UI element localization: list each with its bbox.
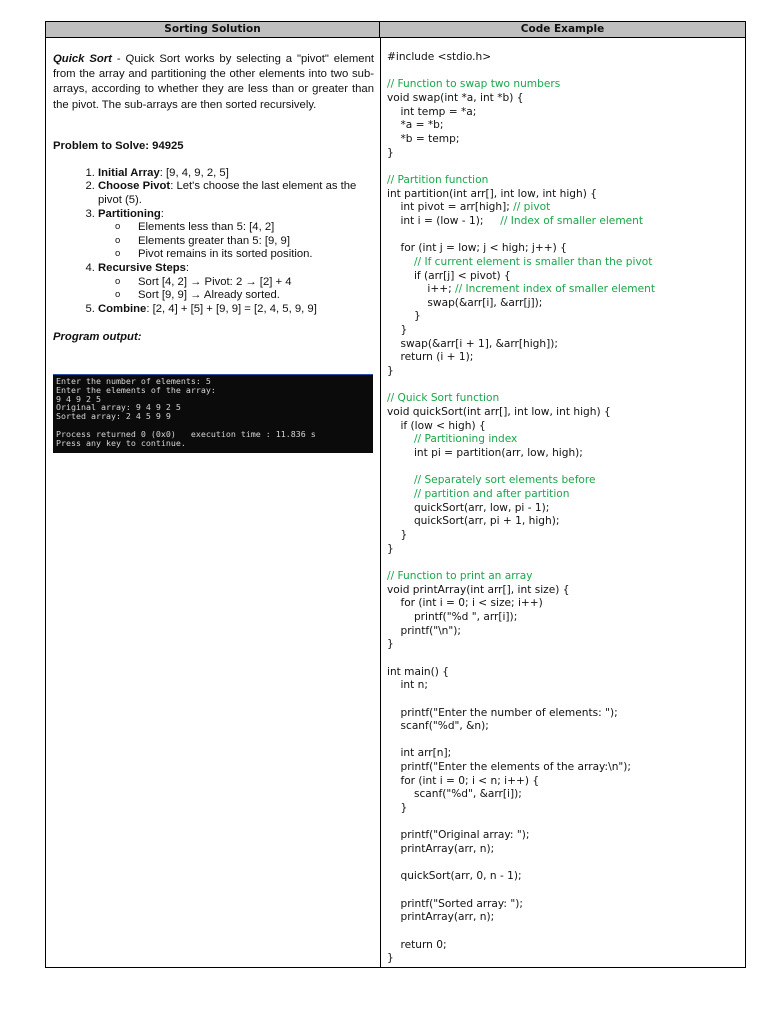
code-line <box>387 51 742 65</box>
code-text: } <box>387 528 408 541</box>
code-line <box>387 270 742 284</box>
code-line <box>387 78 742 92</box>
step-item <box>98 208 374 262</box>
code-text: return 0; <box>387 938 447 951</box>
solution-table <box>45 21 746 968</box>
code-line <box>387 898 742 912</box>
code-line <box>387 843 742 857</box>
code-line <box>387 543 742 557</box>
code-text <box>387 884 390 896</box>
code-comment: // Separately sort elements before <box>387 474 596 487</box>
code-text: printf("Original array: "); <box>387 829 530 842</box>
code-line <box>387 310 742 324</box>
code-text <box>387 816 390 828</box>
code-text <box>387 652 390 664</box>
code-text: int arr[n]; <box>387 747 452 760</box>
code-text <box>387 925 390 937</box>
code-line <box>387 488 742 502</box>
solution-column <box>53 52 374 344</box>
step-item <box>98 167 374 181</box>
code-line <box>387 556 742 570</box>
code-line <box>387 734 742 748</box>
code-comment: // Index of smaller element <box>500 214 644 227</box>
console-line: Original array: 9 4 9 2 5 <box>56 402 181 413</box>
step-text: : <box>185 261 190 274</box>
code-text: scanf("%d", &n); <box>387 720 489 733</box>
steps-list <box>53 167 374 317</box>
code-text: int n; <box>387 679 428 692</box>
code-text: quickSort(arr, 0, n - 1); <box>387 870 522 883</box>
intro-paragraph <box>53 52 374 113</box>
code-text: printf("%d ", arr[i]); <box>387 610 518 623</box>
code-line <box>387 870 742 884</box>
code-line <box>387 351 742 365</box>
step-title: Combine <box>98 302 147 315</box>
code-line <box>387 215 742 229</box>
code-line <box>387 338 742 352</box>
code-line <box>387 720 742 734</box>
header-code-example: Code Example <box>380 22 745 38</box>
step-text: : [2, 4] + [5] + [9, 9] = [2, 4, 5, 9, 9] <box>146 302 317 315</box>
program-output-label: Program output: <box>53 331 142 344</box>
code-text: } <box>387 310 421 323</box>
code-line <box>387 761 742 775</box>
code-line <box>387 106 742 120</box>
code-text: void printArray(int arr[], int size) { <box>387 583 570 596</box>
step-text: : <box>160 207 164 220</box>
step-subitem: o Sort [4, 2] → Pivot: 2 → [2] + 4 <box>138 276 374 290</box>
code-text: for (int i = 0; i < n; i++) { <box>387 774 540 787</box>
code-line <box>387 570 742 584</box>
code-line <box>387 775 742 789</box>
code-line <box>387 65 742 79</box>
code-line <box>387 242 742 256</box>
code-text: } <box>387 365 394 378</box>
code-text <box>387 229 390 241</box>
intro-text: - Quick Sort works by selecting a "pivot" element from the array and partitioning the other elements into two sub-arrays, according to whether they are less than or greater than the pivot. The sub-arrays are then sorted recursively. <box>53 53 375 111</box>
code-text: } <box>387 638 394 651</box>
console-line: Enter the elements of the array: <box>56 384 216 395</box>
column-divider <box>380 38 381 967</box>
code-text: #include <stdio.h> <box>387 51 492 63</box>
code-line <box>387 474 742 488</box>
code-line <box>387 747 742 761</box>
code-text <box>387 65 390 77</box>
code-text: int main() { <box>387 665 450 678</box>
code-line <box>387 707 742 721</box>
code-text: } <box>387 802 408 815</box>
problem-statement: Problem to Solve: 94925 <box>53 139 184 152</box>
code-text: } <box>387 952 394 965</box>
code-line <box>387 406 742 420</box>
code-line <box>387 638 742 652</box>
code-line <box>387 925 742 939</box>
code-line <box>387 584 742 598</box>
code-comment: // pivot <box>513 201 551 214</box>
code-comment: // Partition function <box>387 173 489 186</box>
code-text <box>387 734 390 746</box>
code-text: i++; <box>387 283 456 296</box>
code-text: for (int i = 0; i < size; i++) <box>387 597 543 610</box>
code-line <box>387 597 742 611</box>
code-comment: // Function to swap two numbers <box>387 78 561 91</box>
step-subitem: o Elements greater than 5: [9, 9] <box>138 235 374 249</box>
code-text: for (int j = low; j < high; j++) { <box>387 242 567 255</box>
code-line <box>387 816 742 830</box>
code-line <box>387 365 742 379</box>
code-text <box>387 160 390 172</box>
code-text: int temp = *a; <box>387 105 477 118</box>
code-text: return (i + 1); <box>387 351 474 364</box>
code-comment: // If current element is smaller than the pivot <box>387 255 653 268</box>
code-line <box>387 693 742 707</box>
code-line <box>387 461 742 475</box>
step-sublist <box>98 276 374 303</box>
code-line <box>387 324 742 338</box>
code-line <box>387 502 742 516</box>
code-text: printArray(arr, n); <box>387 911 495 924</box>
code-line <box>387 652 742 666</box>
code-line <box>387 447 742 461</box>
code-line <box>387 174 742 188</box>
code-comment: // Function to print an array <box>387 569 533 582</box>
code-line <box>387 420 742 434</box>
code-line <box>387 911 742 925</box>
code-text: quickSort(arr, pi + 1, high); <box>387 515 560 528</box>
intro-term: Quick Sort <box>53 53 112 65</box>
code-line <box>387 529 742 543</box>
code-line <box>387 515 742 529</box>
code-text: void quickSort(int arr[], int low, int high) { <box>387 406 611 419</box>
code-line <box>387 829 742 843</box>
code-line <box>387 939 742 953</box>
code-line <box>387 788 742 802</box>
console-line: 9 4 9 2 5 <box>56 393 101 404</box>
code-line <box>387 802 742 816</box>
console-line: Sorted array: 2 4 5 9 9 <box>56 411 171 422</box>
code-line <box>387 229 742 243</box>
code-line <box>387 297 742 311</box>
code-text <box>387 857 390 869</box>
code-line <box>387 884 742 898</box>
code-line <box>387 611 742 625</box>
header-sorting-solution: Sorting Solution <box>46 22 380 38</box>
code-line <box>387 679 742 693</box>
code-line <box>387 379 742 393</box>
code-comment: // Partitioning index <box>387 433 518 446</box>
code-comment: // Increment index of smaller element <box>455 283 655 296</box>
code-example <box>387 51 742 966</box>
step-text: : [9, 4, 9, 2, 5] <box>159 166 229 179</box>
code-text: int pivot = arr[high]; <box>387 201 514 214</box>
code-line <box>387 392 742 406</box>
code-line <box>387 625 742 639</box>
code-text <box>387 379 390 391</box>
code-line <box>387 433 742 447</box>
console-line: Enter the number of elements: 5 <box>56 376 211 386</box>
code-text: *a = *b; <box>387 119 444 132</box>
code-line <box>387 201 742 215</box>
code-text: *b = temp; <box>387 132 460 145</box>
code-text: printf("Enter the number of elements: "); <box>387 706 618 719</box>
console-line: Process returned 0 (0x0) execution time : 11.836 s <box>56 428 316 439</box>
console-line: Press any key to continue. <box>56 437 186 448</box>
code-text: printf("Sorted array: "); <box>387 897 523 910</box>
code-line <box>387 188 742 202</box>
code-line <box>387 256 742 270</box>
code-line <box>387 857 742 871</box>
code-line <box>387 133 742 147</box>
code-text: printf("\n"); <box>387 624 461 637</box>
code-text: printArray(arr, n); <box>387 843 495 856</box>
step-item <box>98 303 374 317</box>
code-text: int i = (low - 1); <box>387 214 501 227</box>
code-line <box>387 147 742 161</box>
code-text: int partition(int arr[], int low, int high) { <box>387 187 597 200</box>
console-output <box>53 374 373 453</box>
code-line <box>387 160 742 174</box>
step-subitem: o Pivot remains in its sorted position. <box>138 248 374 262</box>
code-text: } <box>387 324 408 337</box>
step-text: : Let's choose the last element as the pivot (5). <box>98 180 357 206</box>
code-comment: // partition and after partition <box>387 488 570 500</box>
code-text: quickSort(arr, low, pi - 1); <box>387 501 550 514</box>
code-text: if (arr[j] < pivot) { <box>387 269 511 282</box>
step-title: Recursive Steps <box>98 261 186 274</box>
code-line <box>387 119 742 133</box>
code-comment: // Quick Sort function <box>387 392 500 405</box>
code-text: swap(&arr[i + 1], &arr[high]); <box>387 337 558 350</box>
step-title: Partitioning <box>98 207 161 220</box>
code-text: if (low < high) { <box>387 419 486 432</box>
code-text: swap(&arr[i], &arr[j]); <box>387 296 543 309</box>
step-item <box>98 262 374 303</box>
code-line <box>387 952 742 966</box>
code-line <box>387 283 742 297</box>
code-text: printf("Enter the elements of the array:\n"); <box>387 761 631 774</box>
step-title: Initial Array <box>98 166 160 179</box>
code-text: int pi = partition(arr, low, high); <box>387 447 583 460</box>
code-text: } <box>387 542 394 555</box>
code-line <box>387 92 742 106</box>
step-sublist <box>98 221 374 262</box>
code-text <box>387 693 390 705</box>
code-line <box>387 666 742 680</box>
step-subitem: o Sort [9, 9] → Already sorted. <box>138 289 374 303</box>
step-title: Choose Pivot <box>98 180 171 193</box>
step-subitem: o Elements less than 5: [4, 2] <box>138 221 374 235</box>
code-text <box>387 556 390 568</box>
code-text: scanf("%d", &arr[i]); <box>387 788 522 801</box>
code-text: } <box>387 146 394 159</box>
code-text: void swap(int *a, int *b) { <box>387 91 524 104</box>
code-text <box>387 461 390 473</box>
step-item <box>98 180 374 207</box>
